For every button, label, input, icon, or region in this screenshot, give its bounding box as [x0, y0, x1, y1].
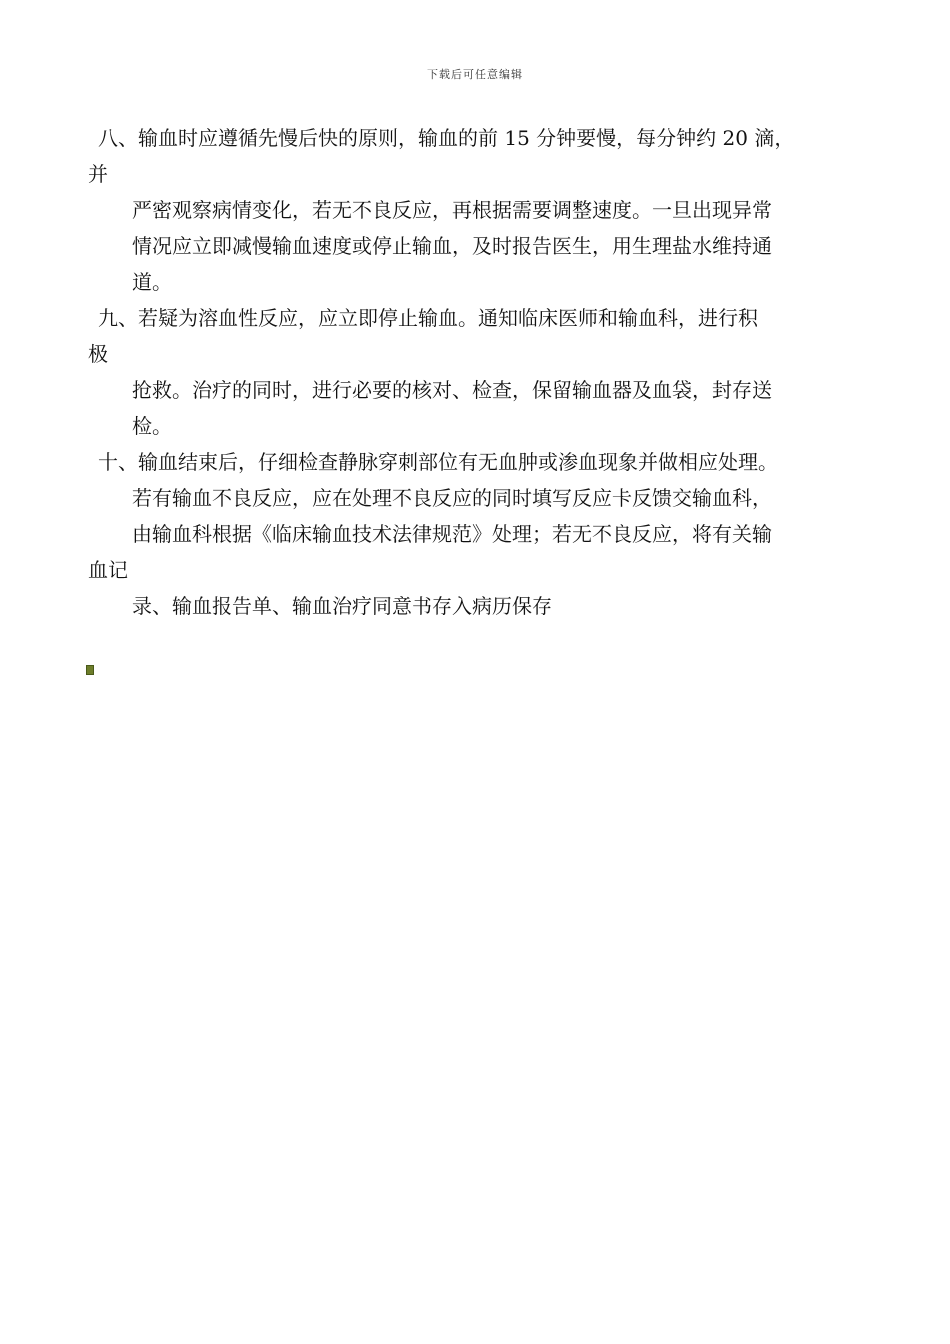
item-9-line-3: 抢救。治疗的同时，进行必要的核对、检查，保留输血器及血袋，封存送	[132, 378, 772, 402]
item-8-line-1: 八、输血时应遵循先慢后快的原则，输血的前 15 分钟要慢，每分钟约 20 滴，	[98, 126, 795, 150]
end-marker-icon	[86, 665, 94, 675]
document-body	[88, 120, 868, 624]
item-10-line-1: 十、输血结束后，仔细检查静脉穿刺部位有无血肿或渗血现象并做相应处理。	[98, 450, 778, 474]
item-10-line-5: 录、输血报告单、输血治疗同意书存入病历保存	[132, 594, 552, 618]
item-9-line-4: 检。	[132, 414, 172, 438]
item-9-line-2: 极	[88, 342, 108, 366]
item-10-line-4: 血记	[88, 558, 128, 582]
item-8-line-4: 情况应立即减慢输血速度或停止输血，及时报告医生，用生理盐水维持通	[132, 234, 772, 258]
item-8-line-2: 并	[88, 162, 108, 186]
item-8-line-3: 严密观察病情变化，若无不良反应，再根据需要调整速度。一旦出现异常	[132, 198, 772, 222]
page-header: 下载后可任意编辑	[427, 68, 523, 81]
item-8-line-5: 道。	[132, 270, 172, 294]
item-9-line-1: 九、若疑为溶血性反应，应立即停止输血。通知临床医师和输血科，进行积	[98, 306, 758, 330]
item-10-line-3: 由输血科根据《临床输血技术法律规范》处理；若无不良反应，将有关输	[132, 522, 772, 546]
item-10-line-2: 若有输血不良反应，应在处理不良反应的同时填写反应卡反馈交输血科，	[132, 486, 772, 510]
